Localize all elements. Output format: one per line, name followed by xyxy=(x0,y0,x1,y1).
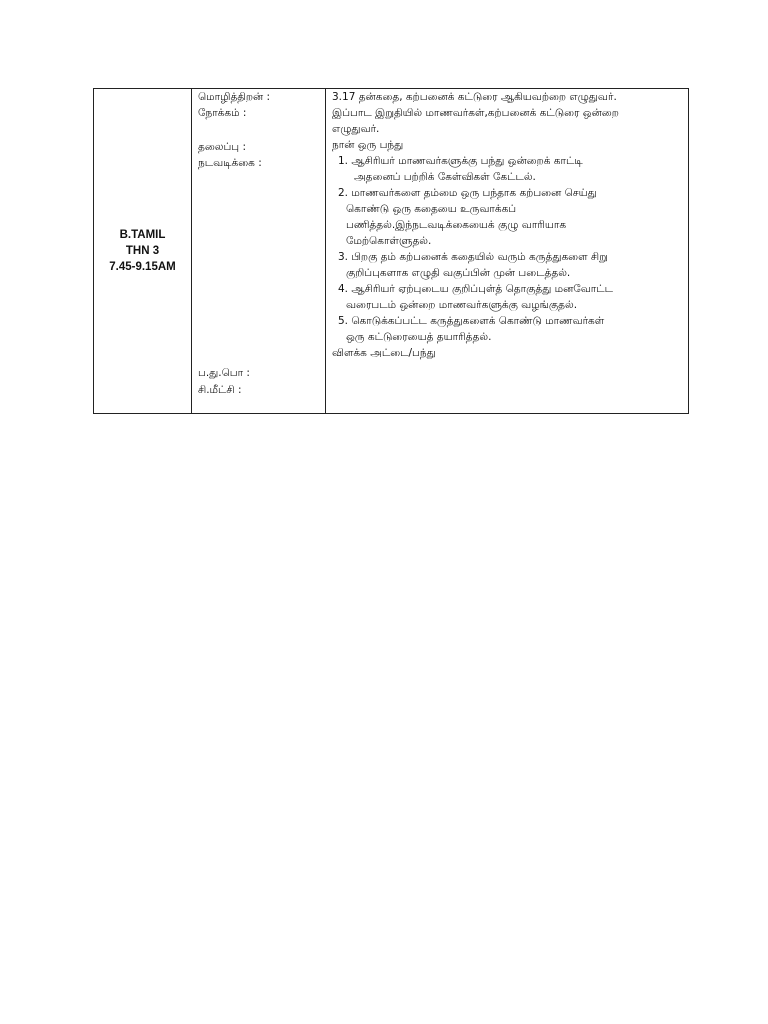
step-5-line-2: ஒரு கட்டுரையைத் தயாரித்தல். xyxy=(346,331,492,343)
step-1-line-1: 1. ஆசிரியர் மாணவர்களுக்கு பந்து ஒன்றைக் காட்டி xyxy=(338,155,583,167)
label-skill: மொழித்திறன் : xyxy=(198,91,271,103)
label-title: தலைப்பு : xyxy=(198,141,246,153)
content-cell xyxy=(326,89,689,414)
step-3-line-2: குறிப்புகளாக எழுதி வகுப்பின் முன் படைத்தல். xyxy=(346,267,571,279)
objective-text-1: இப்பாட இறுதியில் மாணவர்கள்,கற்பனைக் கட்டுரை ஒன்றை xyxy=(332,107,619,119)
subject-name: B.TAMIL xyxy=(119,229,166,241)
lesson-row xyxy=(94,89,689,414)
label-activities: நடவடிக்கை : xyxy=(198,157,262,169)
subject-cell xyxy=(94,89,192,414)
label-objective: நோக்கம் : xyxy=(198,107,247,119)
step-2-line-1: 2. மாணவர்களை தம்மை ஒரு பந்தாக கற்பனை செய்து xyxy=(338,187,597,199)
step-1-line-2: அதனைப் பற்றிக் கேள்விகள் கேட்டல். xyxy=(354,171,536,183)
label-values: சி.மீட்சி : xyxy=(198,384,242,396)
skill-text: 3.17 தன்கதை, கற்பனைக் கட்டுரை ஆகியவற்றை எழுதுவர். xyxy=(332,91,617,103)
labels-cell xyxy=(192,89,326,414)
lesson-plan-table xyxy=(93,88,689,414)
step-3-line-1: 3. பிறகு தம் கற்பனைக் கதையில் வரும் கருத்துகளை சிறு xyxy=(338,251,608,263)
step-2-line-2: கொண்டு ஒரு கதையை உருவாக்கப் xyxy=(346,203,517,215)
step-4-line-1: 4. ஆசிரியர் ஏற்புடைய குறிப்புள்த் தொகுத்து மனவோட்ட xyxy=(338,283,613,295)
objective-text-2: எழுதுவர். xyxy=(332,123,380,135)
class-name: THN 3 xyxy=(125,245,160,257)
lesson-time: 7.45-9.15AM xyxy=(109,261,176,273)
step-2-line-3: பணித்தல்.இந்நடவடிக்கையைக் குழு வாரியாக xyxy=(346,219,567,231)
step-4-line-2: வரைபடம் ஒன்றை மாணவர்களுக்கு வழங்குதல். xyxy=(346,299,578,311)
label-materials: ப.து.பொ : xyxy=(198,367,250,379)
materials-text: விளக்க அட்டை/பந்து xyxy=(332,347,436,359)
step-5-line-1: 5. கொடுக்கப்பட்ட கருத்துகளைக் கொண்டு மாணவர்கள் xyxy=(338,315,605,327)
step-2-line-4: மேற்கொள்ளுதல். xyxy=(346,235,432,247)
title-text: நான் ஒரு பந்து xyxy=(332,139,404,151)
